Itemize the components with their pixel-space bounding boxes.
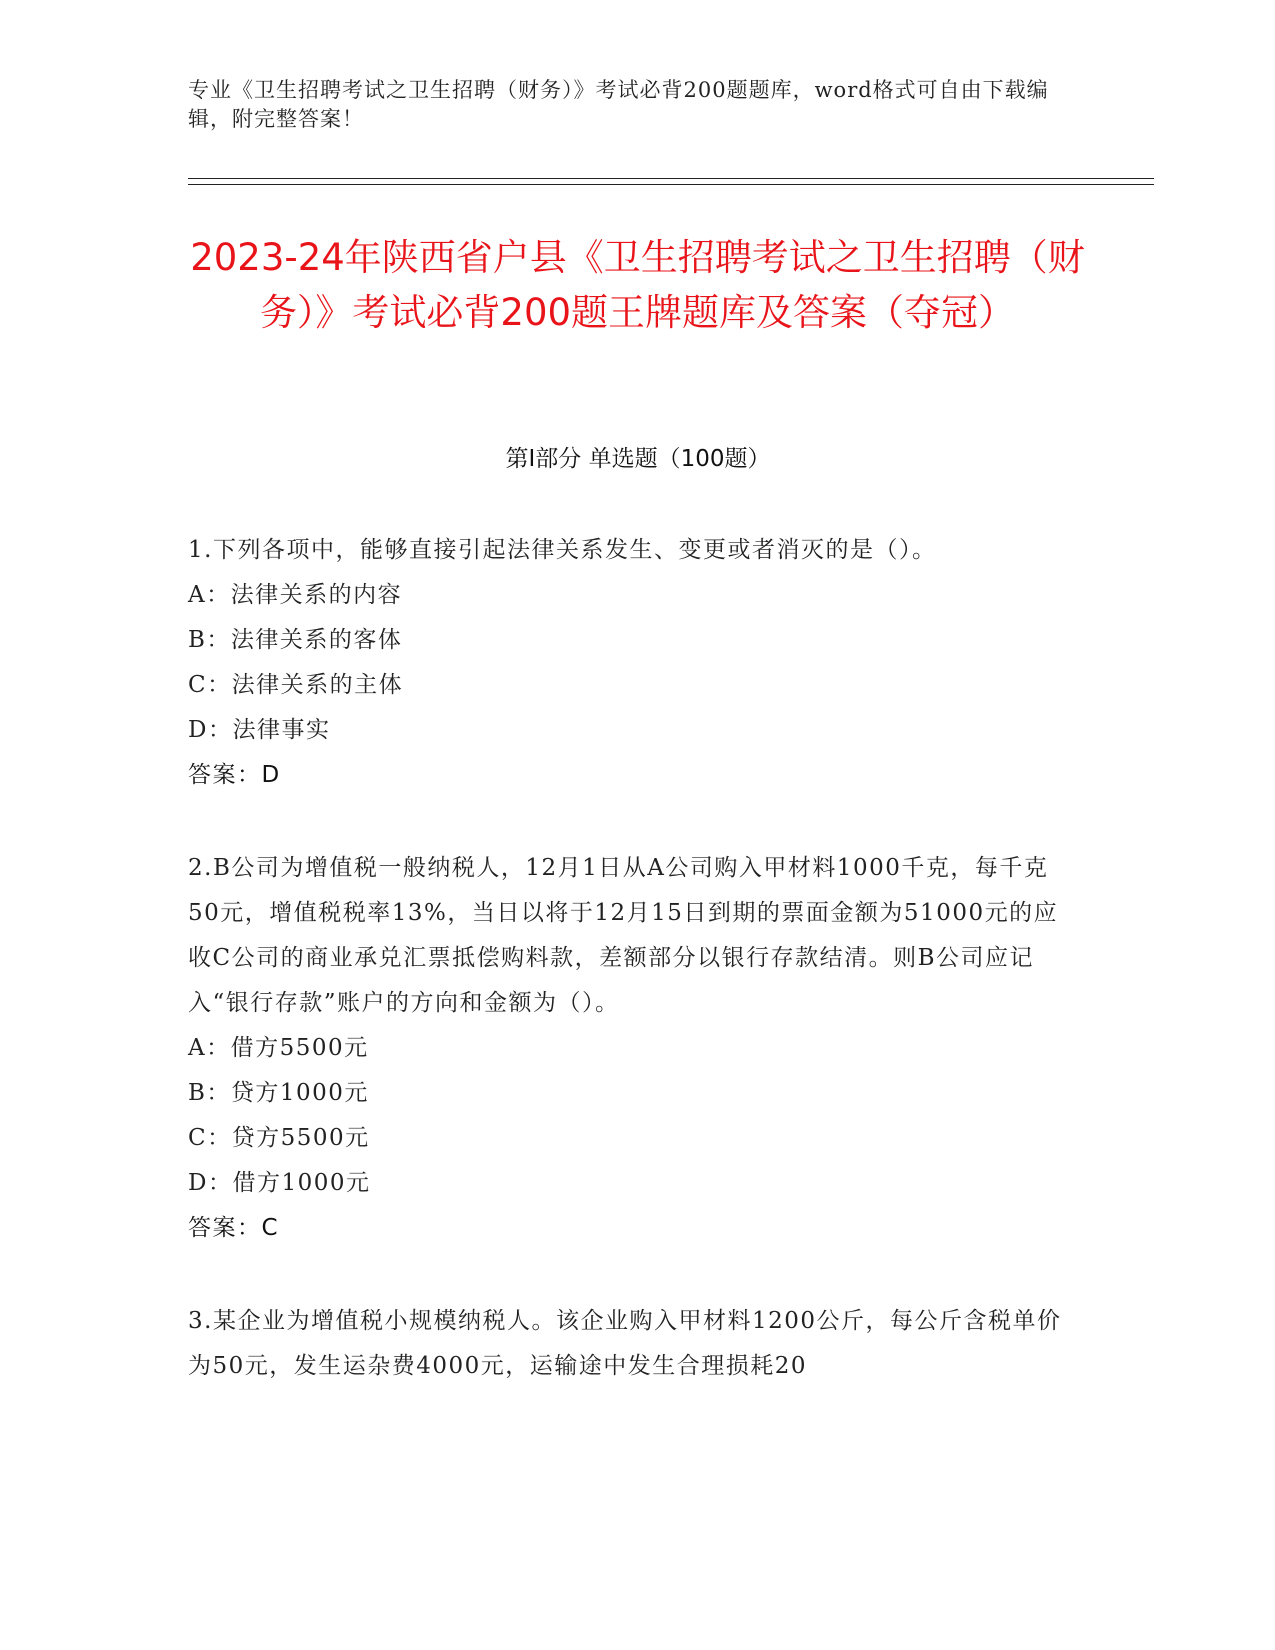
question-option: B：法律关系的客体 bbox=[188, 627, 403, 653]
question-stem: 3.某企业为增值税小规模纳税人。该企业购入甲材料1200公斤，每公斤含税单价为50元，发生运杂费4000元，运输途中发生合理损耗20 bbox=[188, 1308, 1062, 1379]
question-option: D：借方1000元 bbox=[188, 1170, 371, 1196]
section-heading: 第I部分 单选题（100题） bbox=[505, 446, 771, 472]
question-answer: 答案：D bbox=[188, 762, 281, 788]
question-stem: 2.B公司为增值税一般纳税人，12月1日从A公司购入甲材料1000千克，每千克50元，增值税税率13%，当日以将于12月15日到期的票面金额为51000元的应收C公司的商业承兑汇票抵偿购料款，差额部分以银行存款结清。则B公司应记入“银行存款”账户的方向和金额为（）。 bbox=[188, 855, 1059, 1016]
spacer bbox=[188, 1251, 1068, 1299]
question-option: B：贷方1000元 bbox=[188, 1080, 369, 1106]
spacer bbox=[188, 798, 1068, 846]
header-note: 专业《卫生招聘考试之卫生招聘（财务）》考试必背200题题库，word格式可自由下载编辑，附完整答案！ bbox=[188, 78, 1049, 131]
question-option: C：法律关系的主体 bbox=[188, 672, 404, 698]
question-item bbox=[188, 528, 1068, 798]
question-item bbox=[188, 846, 1068, 1251]
question-option: A：借方5500元 bbox=[188, 1035, 369, 1061]
question-option: D：法律事实 bbox=[188, 717, 331, 743]
header-rule-bottom bbox=[188, 184, 1154, 185]
question-item bbox=[188, 1299, 1068, 1389]
document-title: 2023-24年陕西省户县《卫生招聘考试之卫生招聘（财务）》考试必背200题王牌题库及答案（夺冠） bbox=[190, 236, 1085, 334]
question-option: C：贷方5500元 bbox=[188, 1125, 370, 1151]
question-option: A：法律关系的内容 bbox=[188, 582, 403, 608]
question-list bbox=[188, 528, 1068, 1389]
question-answer: 答案：C bbox=[188, 1215, 280, 1241]
header-rule-top bbox=[188, 178, 1154, 179]
question-stem: 1.下列各项中，能够直接引起法律关系发生、变更或者消灭的是（）。 bbox=[188, 537, 937, 563]
